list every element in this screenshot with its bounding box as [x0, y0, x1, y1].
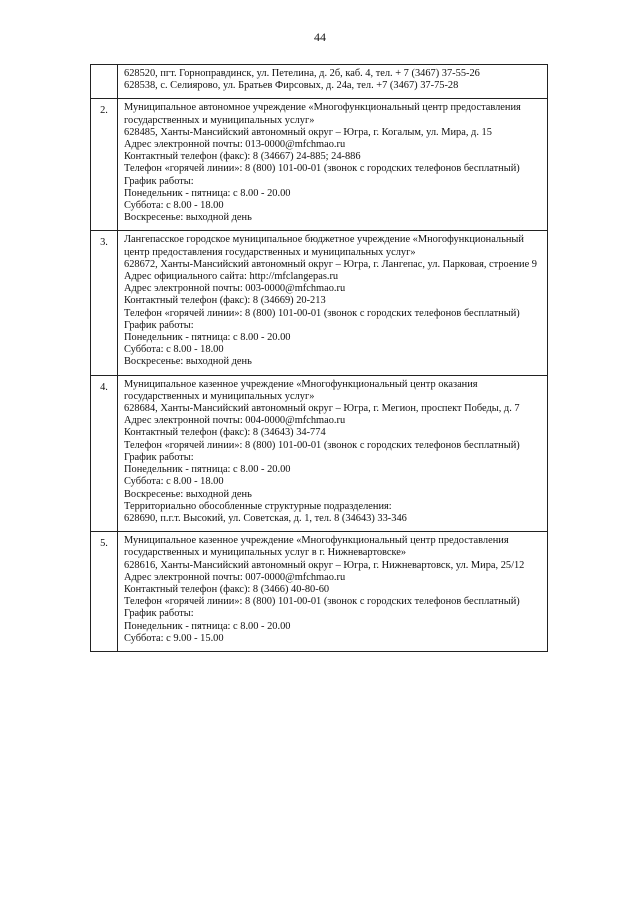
row-number: 2.	[91, 99, 118, 231]
detail-line: График работы:	[124, 319, 194, 331]
detail-line: Телефон «горячей линии»: 8 (800) 101-00-01 (звонок с городских телефонов бесплатный)	[124, 163, 520, 175]
detail-line: Понедельник - пятница: с 8.00 - 20.00	[124, 332, 291, 344]
table-row	[91, 532, 548, 652]
mfc-offices-table	[90, 64, 548, 652]
detail-line: График работы:	[124, 451, 194, 463]
detail-line: 628690, п.г.т. Высокий, ул. Советская, д. 1, тел. 8 (34643) 33-346	[124, 512, 407, 524]
detail-line: Телефон «горячей линии»: 8 (800) 101-00-01 (звонок с городских телефонов бесплатный)	[124, 307, 520, 319]
detail-line: Контактный телефон (факс): 8 (3466) 40-80-60	[124, 583, 330, 595]
detail-line: Понедельник - пятница: с 8.00 - 20.00	[124, 187, 291, 199]
detail-line: Телефон «горячей линии»: 8 (800) 101-00-01 (звонок с городских телефонов бесплатный)	[124, 596, 520, 608]
detail-line: 628684, Ханты-Мансийский автономный округ – Югра, г. Мегион, проспект Победы, д. 7	[124, 403, 520, 415]
detail-line: Территориально обособленные структурные подразделения:	[124, 500, 392, 512]
table-row	[91, 99, 548, 231]
detail-line: График работы:	[124, 175, 194, 187]
page-number: 44	[314, 30, 326, 44]
office-details	[118, 65, 548, 99]
detail-line: График работы:	[124, 608, 194, 620]
detail-line: Адрес официального сайта: http://mfclangepas.ru	[124, 271, 339, 283]
detail-line: Адрес электронной почты: 013-0000@mfchmao.ru	[124, 139, 346, 151]
detail-line: 628672, Ханты-Мансийский автономный округ – Югра, г. Лангепас, ул. Парковая, строение 9	[124, 258, 537, 270]
detail-line: Суббота: с 8.00 - 18.00	[124, 344, 224, 356]
table-row	[91, 231, 548, 375]
table-row	[91, 375, 548, 531]
office-details	[118, 375, 548, 531]
detail-line: Понедельник - пятница: с 8.00 - 20.00	[124, 620, 291, 632]
detail-line: 628520, пгт. Горноправдинск, ул. Петелина, д. 2б, каб. 4, тел. + 7 (3467) 37-55-26	[124, 68, 480, 79]
detail-line: Адрес электронной почты: 004-0000@mfchmao.ru	[124, 415, 346, 427]
detail-line: Муниципальное казенное учреждение «Многофункциональный центр предоставления государственных и муниципальных услуг в г. Нижневартовске»	[124, 535, 509, 559]
office-details	[118, 99, 548, 231]
detail-line: Суббота: с 8.00 - 18.00	[124, 200, 224, 212]
detail-line: 628485, Ханты-Мансийский автономный округ – Югра, г. Когалым, ул. Мира, д. 15	[124, 126, 492, 138]
detail-line: Контактный телефон (факс): 8 (34669) 20-213	[124, 295, 326, 307]
detail-line: Воскресенье: выходной день	[124, 212, 252, 224]
row-number	[91, 65, 118, 99]
detail-line: Суббота: с 8.00 - 18.00	[124, 476, 224, 488]
row-number: 4.	[91, 375, 118, 531]
detail-line: Адрес электронной почты: 003-0000@mfchmao.ru	[124, 283, 346, 295]
row-number: 5.	[91, 532, 118, 652]
detail-line: Телефон «горячей линии»: 8 (800) 101-00-01 (звонок с городских телефонов бесплатный)	[124, 439, 520, 451]
detail-line: Воскресенье: выходной день	[124, 488, 252, 500]
office-details	[118, 231, 548, 375]
detail-line: Контактный телефон (факс): 8 (34643) 34-774	[124, 427, 326, 439]
office-details	[118, 532, 548, 652]
detail-line: Воскресенье: выходной день	[124, 356, 252, 368]
detail-line: Лангепасское городское муниципальное бюджетное учреждение «Многофункциональный центр предоставления государственных и муниципальных услуг»	[124, 234, 524, 258]
detail-line: 628616, Ханты-Мансийский автономный округ – Югра, г. Нижневартовск, ул. Мира, 25/12	[124, 559, 525, 571]
row-number: 3.	[91, 231, 118, 375]
detail-line: Понедельник - пятница: с 8.00 - 20.00	[124, 464, 291, 476]
detail-line: Адрес электронной почты: 007-0000@mfchmao.ru	[124, 571, 346, 583]
detail-line: Муниципальное автономное учреждение «Многофункциональный центр предоставления государственных и муниципальных услуг»	[124, 102, 521, 126]
detail-line: Контактный телефон (факс): 8 (34667) 24-885; 24-886	[124, 151, 361, 163]
detail-line: 628538, с. Селиярово, ул. Братьев Фирсовых, д. 24а, тел. +7 (3467) 37-75-28	[124, 80, 459, 92]
detail-line: Суббота: с 9.00 - 15.00	[124, 632, 224, 644]
table-row	[91, 65, 548, 99]
detail-line: Муниципальное казенное учреждение «Многофункциональный центр оказания государственных и муниципальных услуг»	[124, 378, 478, 402]
